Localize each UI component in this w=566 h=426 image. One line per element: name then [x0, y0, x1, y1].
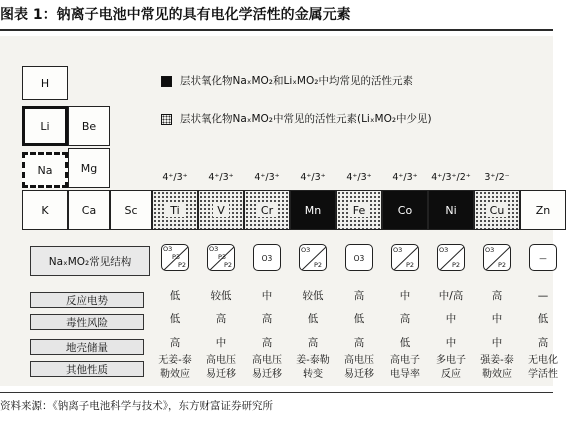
- property-note-line: 勒效应: [160, 369, 190, 380]
- source-divider: [0, 392, 553, 393]
- legend-black-swatch: [161, 76, 172, 87]
- property-note-line: 电导率: [390, 369, 420, 380]
- legend-dotted-text: 层状氧化物NaₓMO₂中常见的活性元素(LiₓMO₂中少见): [180, 113, 432, 125]
- element-cell-tm: [244, 190, 290, 230]
- row-label-structure: NaₓMO₂常见结构: [30, 246, 150, 276]
- structure-icon: [437, 244, 465, 271]
- row-label-toxicity: 毒性风险: [30, 314, 144, 330]
- element-cell-tm: [428, 190, 474, 230]
- element-symbol: V: [213, 204, 229, 217]
- property-value-toxicity: 低: [307, 313, 319, 325]
- property-note-line: 易迁移: [344, 369, 374, 380]
- property-note-line: 姜-泰勒: [296, 355, 330, 366]
- structure-label: P2: [178, 261, 187, 269]
- property-value-toxicity: 低: [537, 313, 549, 325]
- structure-label: O3: [209, 245, 219, 253]
- property-value-abundance: 中: [491, 337, 503, 349]
- element-symbol: Ni: [445, 203, 457, 217]
- title-divider: [0, 29, 553, 31]
- periodic-figure: [0, 36, 558, 386]
- figure-title: 图表 1：钠离子电池中常见的具有电化学活性的金属元素: [0, 7, 351, 23]
- property-value-toxicity: 低: [169, 313, 181, 325]
- property-value-abundance: 中: [215, 337, 227, 349]
- element-cell-tm: [152, 190, 198, 230]
- property-note-line: 学活性: [528, 369, 558, 380]
- element-cell-tm: [382, 190, 428, 230]
- element-symbol: Zn: [535, 203, 551, 217]
- element-cell-tm: [474, 190, 520, 230]
- structure-icon: [391, 244, 419, 271]
- structure-label: O3: [485, 246, 495, 254]
- property-value-toxicity: 中: [491, 313, 503, 325]
- property-value-abundance: 高: [261, 337, 273, 349]
- property-value-potential: 中/高: [438, 290, 464, 302]
- property-note-line: 转变: [303, 369, 323, 380]
- legend-dotted-swatch: [161, 114, 172, 125]
- structure-icon: [161, 244, 189, 271]
- property-note-line: 高电压: [344, 355, 374, 366]
- element-cell-be: Be: [68, 106, 110, 146]
- property-note-line: 易迁移: [206, 369, 236, 380]
- element-cell-ca: Ca: [68, 190, 110, 230]
- structure-label: O3: [301, 246, 311, 254]
- element-cell-h: H: [22, 66, 68, 100]
- property-value-potential: 低: [169, 290, 181, 302]
- element-symbol: Co: [397, 203, 413, 217]
- structure-icon: [253, 244, 281, 271]
- property-value-toxicity: 低: [353, 313, 365, 325]
- structure-icon: [483, 244, 511, 271]
- structure-icon: [529, 244, 557, 271]
- structure-label: P2: [314, 261, 323, 269]
- property-note-line: 多电子: [436, 355, 466, 366]
- property-value-toxicity: 高: [261, 313, 273, 325]
- property-value-potential: 较低: [302, 290, 324, 302]
- element-symbol: Cu: [486, 204, 509, 217]
- element-cell-sc: Sc: [110, 190, 152, 230]
- property-note-line: 勒效应: [482, 369, 512, 380]
- property-value-potential: 中: [261, 290, 273, 302]
- property-note-line: 强姜-泰: [480, 355, 514, 366]
- structure-label: —: [539, 254, 547, 263]
- property-value-potential: —: [537, 290, 549, 302]
- structure-label: P2: [224, 261, 233, 269]
- element-cell-tm: [520, 190, 566, 230]
- element-cell-na: Na: [22, 152, 68, 188]
- oxidation-state-label: 4⁺/3⁺: [392, 172, 418, 183]
- structure-label: O3: [261, 254, 273, 263]
- property-value-abundance: 高: [307, 337, 319, 349]
- property-value-abundance: 高: [169, 337, 181, 349]
- property-value-toxicity: 高: [399, 313, 411, 325]
- oxidation-state-label: 4⁺/3⁺: [300, 172, 326, 183]
- property-value-abundance: 高: [537, 337, 549, 349]
- structure-label: O3: [439, 246, 449, 254]
- oxidation-state-label: 4⁺/3⁺: [208, 172, 234, 183]
- element-cell-mg: Mg: [68, 148, 110, 188]
- legend-black-text: 层状氧化物NaₓMO₂和LiₓMO₂中均常见的活性元素: [180, 75, 413, 87]
- property-value-toxicity: 高: [215, 313, 227, 325]
- element-symbol: Mn: [304, 203, 322, 217]
- structure-label: P3: [172, 253, 181, 261]
- property-value-abundance: 高: [353, 337, 365, 349]
- element-cell-tm: [198, 190, 244, 230]
- element-symbol: Fe: [349, 204, 370, 217]
- oxidation-state-label: 3⁺/2⁻: [484, 172, 510, 183]
- property-value-potential: 较低: [210, 290, 232, 302]
- structure-label: P2: [406, 261, 415, 269]
- source-note: 资料来源：《钠离子电池科学与技术》，东方财富证券研究所: [0, 400, 273, 412]
- property-value-abundance: 中: [445, 337, 457, 349]
- structure-label: O3: [163, 245, 173, 253]
- structure-label: P3: [218, 253, 227, 261]
- property-note-line: 高电压: [252, 355, 282, 366]
- oxidation-state-label: 4⁺/3⁺: [254, 172, 280, 183]
- row-label-notes: 其他性质: [30, 361, 144, 377]
- property-note-line: 高电压: [206, 355, 236, 366]
- element-cell-tm: [290, 190, 336, 230]
- property-note-line: 反应: [441, 369, 461, 380]
- structure-label: O3: [353, 254, 365, 263]
- property-value-abundance: 低: [399, 337, 411, 349]
- structure-label: P2: [498, 261, 507, 269]
- oxidation-state-label: 4⁺/3⁺: [162, 172, 188, 183]
- structure-icon: [345, 244, 373, 271]
- structure-label: P2: [452, 261, 461, 269]
- property-value-potential: 高: [353, 290, 365, 302]
- property-note-line: 高电子: [390, 355, 420, 366]
- property-value-potential: 中: [399, 290, 411, 302]
- structure-icon: [299, 244, 327, 271]
- row-label-abundance: 地壳储量: [30, 339, 144, 355]
- element-cell-li: Li: [22, 106, 68, 146]
- property-note-line: 无姜-泰: [158, 355, 192, 366]
- row-label-potential: 反应电势: [30, 292, 144, 308]
- element-symbol: Cr: [257, 204, 277, 217]
- element-symbol: Ti: [166, 204, 183, 217]
- oxidation-state-label: 4⁺/3⁺/2⁺: [431, 172, 471, 183]
- structure-label: O3: [393, 246, 403, 254]
- property-note-line: 无电化: [528, 355, 558, 366]
- element-cell-tm: [336, 190, 382, 230]
- property-value-potential: 高: [491, 290, 503, 302]
- element-cell-k: K: [22, 190, 68, 230]
- property-value-toxicity: 中: [445, 313, 457, 325]
- structure-icon: [207, 244, 235, 271]
- oxidation-state-label: 4⁺/3⁺: [346, 172, 372, 183]
- property-note-line: 易迁移: [252, 369, 282, 380]
